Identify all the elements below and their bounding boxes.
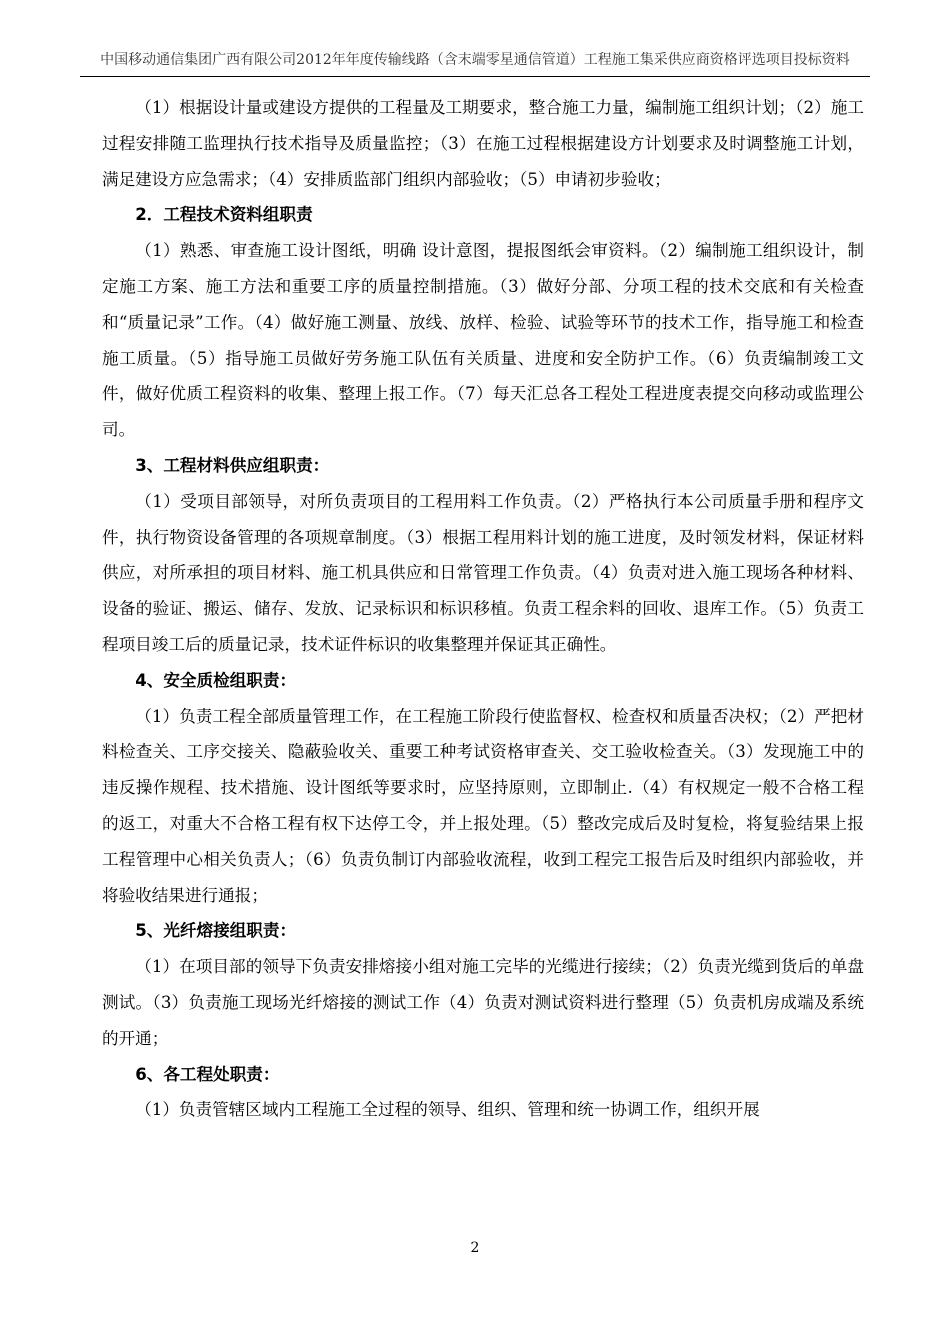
page-number: 2	[470, 1240, 480, 1256]
section-6-body: （1）负责管辖区域内工程施工全过程的领导、组织、管理和统一协调工作，组织开展	[135, 1100, 760, 1120]
header-divider	[80, 76, 870, 77]
section-4-heading: 4、安全质检组职责：	[135, 670, 297, 690]
section-1-body: （1）根据设计量或建设方提供的工程量及工期要求，整合施工力量，编制施工组织计划；（2）施工过程安排随工监理执行技术指导及质量监控；（3）在施工过程根据建设方计划要求及时调整施工计划，满足建设方应急需求；（4）安排质监部门组织内部验收；（5）申请初步验收；	[102, 98, 864, 189]
section-3-heading: 3、工程材料供应组职责：	[135, 455, 330, 475]
section-2-heading: 2．工程技术资料组职责	[135, 205, 313, 225]
section-2-body: （1）熟悉、审查施工设计图纸，明确 设计意图，提报图纸会审资料。（2）编制施工组织设计，制定施工方案、施工方法和重要工序的质量控制措施。（3）做好分部、分项工程的技术交底和有关检查和“质量记录”工作。（4）做好施工测量、放线、放样、检验、试验等环节的技术工作，指导施工和检查施工质量。（5）指导施工员做好劳务施工队伍有关质量、进度和安全防护工作。（6）负责编制竣工文件，做好优质工程资料的收集、整理上报工作。（7）每天汇总各工程处工程进度表提交向移动或监理公司。	[102, 241, 864, 440]
section-5-body: （1）在项目部的领导下负责安排熔接小组对施工完毕的光缆进行接续；（2）负责光缆到货后的单盘测试。（3）负责施工现场光纤熔接的测试工作（4）负责对测试资料进行整理（5）负责机房成端及系统的开通；	[102, 957, 864, 1048]
document-body	[102, 90, 864, 1128]
section-4-body: （1）负责工程全部质量管理工作，在工程施工阶段行使监督权、检查权和质量否决权；（2）严把材料检查关、工序交接关、隐蔽验收关、重要工种考试资格审查关、交工验收检查关。（3）发现施工中的违反操作规程、技术措施、设计图纸等要求时，应坚持原则，立即制止.（4）有权规定一般不合格工程的返工，对重大不合格工程有权下达停工令，并上报处理。（5）整改完成后及时复检，将复验结果上报工程管理中心相关负责人；（6）负责负制订内部验收流程，收到工程完工报告后及时组织内部验收，并将验收结果进行通报；	[102, 706, 864, 905]
page-header: 中国移动通信集团广西有限公司2012年年度传输线路（含末端零星通信管道）工程施工集采供应商资格评选项目投标资料	[100, 52, 850, 68]
section-3-body: （1）受项目部领导，对所负责项目的工程用料工作负责。（2）严格执行本公司质量手册和程序文件，执行物资设备管理的各项规章制度。（3）根据工程用料计划的施工进度，及时领发材料，保证材料供应，对所承担的项目材料、施工机具供应和日常管理工作负责。（4）负责对进入施工现场各种材料、设备的验证、搬运、储存、发放、记录标识和标识移植。负责工程余料的回收、退库工作。（5）负责工程项目竣工后的质量记录，技术证件标识的收集整理并保证其正确性。	[102, 491, 864, 654]
section-6-heading: 6、各工程处职责：	[135, 1064, 280, 1084]
section-5-heading: 5、光纤熔接组职责：	[135, 921, 297, 941]
